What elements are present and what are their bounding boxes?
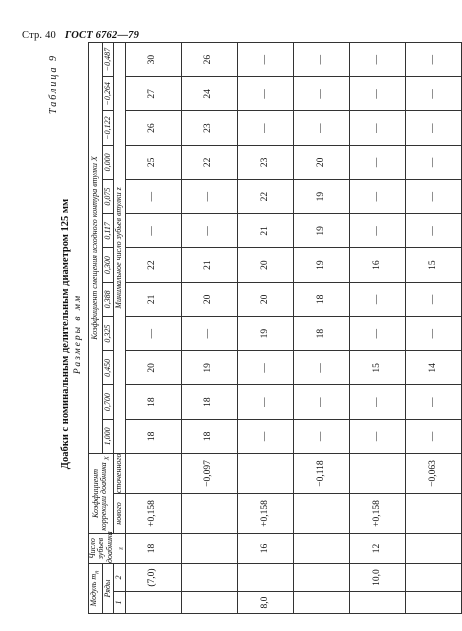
cell-min-teeth: 19 bbox=[294, 214, 350, 248]
coef-10: −0,264 bbox=[103, 77, 114, 111]
cell-module-row1 bbox=[294, 592, 350, 614]
cell-module-row1 bbox=[181, 592, 237, 614]
cell-min-teeth: 18 bbox=[181, 419, 237, 453]
coef-5: 0,300 bbox=[103, 248, 114, 282]
cell-min-teeth: — bbox=[125, 317, 181, 351]
header-correction: Коэффициент коррекции доабника $_X$ bbox=[89, 454, 114, 534]
coef-9: −0,122 bbox=[103, 111, 114, 145]
cell-min-teeth: — bbox=[181, 317, 237, 351]
cell-min-teeth: 26 bbox=[181, 43, 237, 77]
cell-min-teeth: 20 bbox=[181, 282, 237, 316]
table-row bbox=[350, 43, 406, 614]
cell-min-teeth: — bbox=[350, 419, 406, 453]
cell-corr-worn bbox=[237, 454, 293, 494]
cell-min-teeth: — bbox=[237, 43, 293, 77]
cell-min-teeth: 19 bbox=[294, 180, 350, 214]
cell-teeth bbox=[181, 534, 237, 564]
cell-corr-worn bbox=[350, 454, 406, 494]
coef-8: 0,000 bbox=[103, 145, 114, 179]
header-min-teeth: Минимальное число зубьев втулки z bbox=[114, 43, 125, 454]
table-block bbox=[48, 47, 438, 614]
page-number: Стр. 40 bbox=[22, 30, 56, 41]
cell-min-teeth: — bbox=[294, 111, 350, 145]
cell-min-teeth: — bbox=[181, 214, 237, 248]
coef-1: 0,700 bbox=[103, 385, 114, 419]
page-header bbox=[22, 30, 139, 41]
header-row1: 1 bbox=[114, 592, 125, 614]
header-teeth: Число зубьев доабника $_z$ bbox=[88, 531, 125, 563]
cell-min-teeth: 15 bbox=[350, 351, 406, 385]
gost-number: ГОСТ 6762—79 bbox=[64, 30, 140, 41]
cell-min-teeth: — bbox=[350, 214, 406, 248]
cell-min-teeth: 18 bbox=[125, 419, 181, 453]
cell-min-teeth: 22 bbox=[181, 145, 237, 179]
cell-min-teeth: 18 bbox=[181, 385, 237, 419]
cell-min-teeth: — bbox=[350, 385, 406, 419]
coef-4: 0,388 bbox=[103, 282, 114, 316]
cell-min-teeth: 22 bbox=[237, 180, 293, 214]
cell-module-row1 bbox=[125, 592, 181, 614]
cell-min-teeth: — bbox=[350, 77, 406, 111]
cell-corr-worn bbox=[125, 454, 181, 494]
cell-min-teeth: — bbox=[406, 77, 462, 111]
cell-min-teeth: — bbox=[350, 145, 406, 179]
header-row2: 2 bbox=[114, 564, 125, 592]
cell-min-teeth: — bbox=[406, 180, 462, 214]
cell-module-row1: 8,0 bbox=[237, 592, 293, 614]
table-row bbox=[294, 43, 350, 614]
cell-corr-new: +0,158 bbox=[350, 494, 406, 534]
cell-min-teeth: 22 bbox=[125, 248, 181, 282]
cell-min-teeth: — bbox=[181, 180, 237, 214]
cell-min-teeth: — bbox=[237, 77, 293, 111]
cell-corr-worn: −0,118 bbox=[294, 454, 350, 494]
cell-min-teeth: — bbox=[237, 419, 293, 453]
cell-min-teeth: 23 bbox=[181, 111, 237, 145]
coef-0: 1,000 bbox=[103, 419, 114, 453]
table-title: Доабки с номинальным делительным диаметром 125 мм bbox=[60, 198, 71, 470]
cell-min-teeth: — bbox=[406, 111, 462, 145]
cell-min-teeth: 14 bbox=[406, 351, 462, 385]
data-table bbox=[88, 47, 438, 614]
header-worn: сточенного bbox=[114, 453, 124, 493]
cell-min-teeth: — bbox=[406, 43, 462, 77]
cell-corr-new bbox=[294, 494, 350, 534]
cell-min-teeth: — bbox=[294, 385, 350, 419]
cell-min-teeth: — bbox=[350, 111, 406, 145]
cell-teeth bbox=[406, 534, 462, 564]
table-label: Таблица 9 bbox=[48, 54, 59, 114]
cell-min-teeth: — bbox=[406, 419, 462, 453]
cell-min-teeth: — bbox=[237, 351, 293, 385]
cell-module-row2 bbox=[406, 564, 462, 592]
cell-min-teeth: 20 bbox=[294, 145, 350, 179]
cell-min-teeth: 19 bbox=[294, 248, 350, 282]
cell-teeth: 18 bbox=[125, 534, 181, 564]
cell-min-teeth: — bbox=[294, 77, 350, 111]
coef-2: 0,450 bbox=[103, 351, 114, 385]
cell-min-teeth: — bbox=[237, 111, 293, 145]
cell-module-row2: 10,0 bbox=[350, 564, 406, 592]
table-row bbox=[237, 43, 293, 614]
header-new: нового bbox=[114, 494, 125, 534]
cell-teeth bbox=[294, 534, 350, 564]
cell-min-teeth: — bbox=[294, 419, 350, 453]
cell-min-teeth: 30 bbox=[125, 43, 181, 77]
coef-6: 0,117 bbox=[103, 214, 114, 248]
cell-teeth: 12 bbox=[350, 534, 406, 564]
cell-min-teeth: 26 bbox=[125, 111, 181, 145]
header-shift: Коэффициент смещения исходного контура втулки X bbox=[89, 43, 103, 454]
cell-min-teeth: — bbox=[406, 317, 462, 351]
cell-min-teeth: 20 bbox=[237, 248, 293, 282]
cell-min-teeth: 19 bbox=[181, 351, 237, 385]
cell-module-row2: (7,0) bbox=[125, 564, 181, 592]
cell-min-teeth: — bbox=[350, 317, 406, 351]
cell-module-row2 bbox=[181, 564, 237, 592]
cell-module-row1 bbox=[406, 592, 462, 614]
cell-min-teeth: 21 bbox=[125, 282, 181, 316]
cell-teeth: 16 bbox=[237, 534, 293, 564]
cell-corr-new: +0,158 bbox=[237, 494, 293, 534]
coef-7: 0,075 bbox=[103, 180, 114, 214]
cell-module-row1 bbox=[350, 592, 406, 614]
cell-min-teeth: 24 bbox=[181, 77, 237, 111]
cell-min-teeth: 27 bbox=[125, 77, 181, 111]
cell-corr-new bbox=[406, 494, 462, 534]
cell-min-teeth: — bbox=[406, 385, 462, 419]
cell-corr-worn: −0,063 bbox=[406, 454, 462, 494]
table-row bbox=[181, 43, 237, 614]
cell-min-teeth: — bbox=[406, 282, 462, 316]
cell-min-teeth: — bbox=[237, 385, 293, 419]
table-row bbox=[125, 43, 181, 614]
cell-min-teeth: 16 bbox=[350, 248, 406, 282]
cell-min-teeth: 20 bbox=[237, 282, 293, 316]
cell-min-teeth: 23 bbox=[237, 145, 293, 179]
cell-min-teeth: 18 bbox=[294, 317, 350, 351]
cell-min-teeth: — bbox=[350, 282, 406, 316]
cell-min-teeth: — bbox=[350, 180, 406, 214]
cell-min-teeth: — bbox=[125, 214, 181, 248]
cell-min-teeth: 18 bbox=[125, 385, 181, 419]
header-module: Модуль $m_n$ bbox=[89, 564, 103, 614]
cell-min-teeth: — bbox=[406, 214, 462, 248]
cell-min-teeth: — bbox=[294, 43, 350, 77]
cell-min-teeth: 20 bbox=[125, 351, 181, 385]
cell-min-teeth: — bbox=[350, 43, 406, 77]
cell-min-teeth: — bbox=[406, 145, 462, 179]
table-row bbox=[406, 43, 462, 614]
coef-11: −0,487 bbox=[103, 43, 114, 77]
cell-min-teeth: — bbox=[125, 180, 181, 214]
coef-3: 0,325 bbox=[103, 317, 114, 351]
cell-corr-new bbox=[181, 494, 237, 534]
cell-min-teeth: 18 bbox=[294, 282, 350, 316]
cell-corr-worn: −0,097 bbox=[181, 454, 237, 494]
header-rows: Ряды bbox=[103, 564, 114, 614]
cell-corr-new: +0,158 bbox=[125, 494, 181, 534]
cell-min-teeth: — bbox=[294, 351, 350, 385]
cell-module-row2 bbox=[294, 564, 350, 592]
cell-module-row2 bbox=[237, 564, 293, 592]
cell-min-teeth: 25 bbox=[125, 145, 181, 179]
cell-min-teeth: 19 bbox=[237, 317, 293, 351]
cell-min-teeth: 21 bbox=[181, 248, 237, 282]
table-subtitle: Размеры в мм bbox=[73, 293, 83, 375]
cell-min-teeth: 21 bbox=[237, 214, 293, 248]
cell-min-teeth: 15 bbox=[406, 248, 462, 282]
